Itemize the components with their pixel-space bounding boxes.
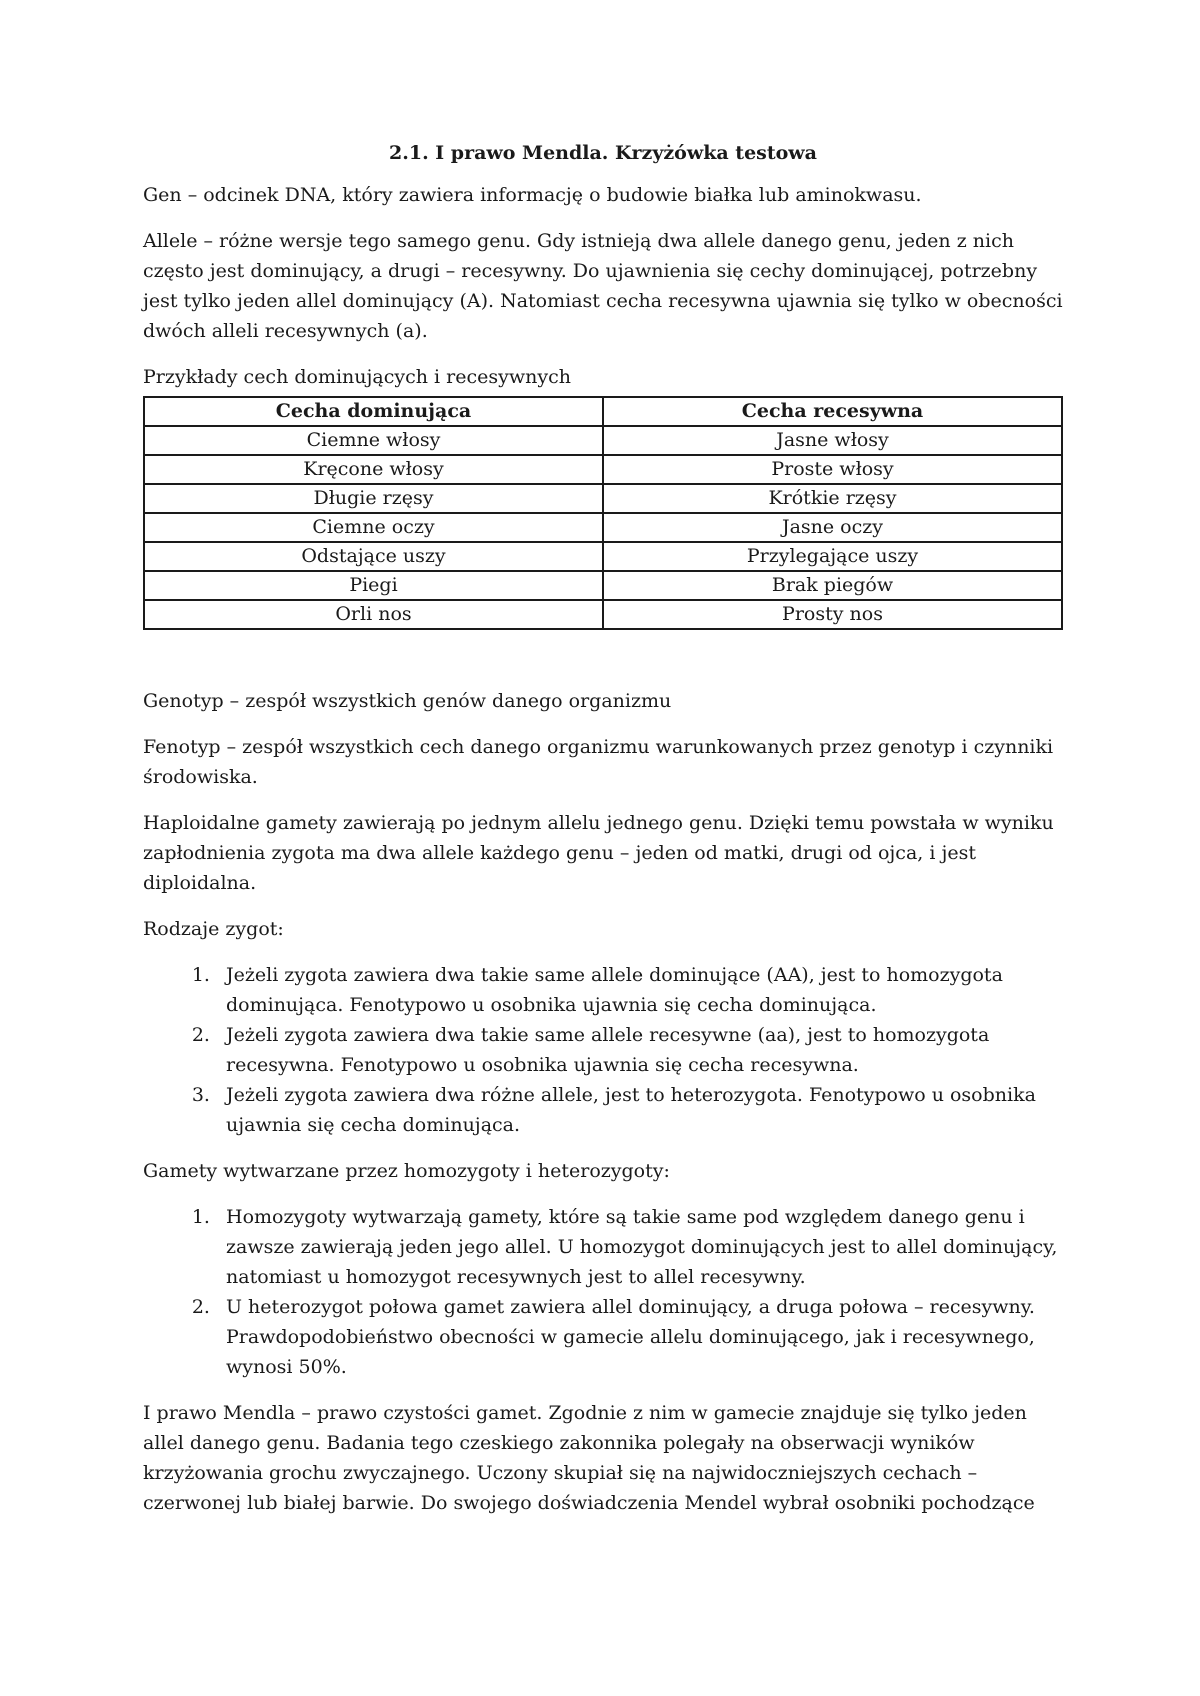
- table-row: [144, 426, 1062, 455]
- recessive-cell: Prosty nos: [603, 600, 1062, 629]
- paragraph-zygote-types-intro: Rodzaje zygot:: [143, 918, 284, 940]
- dominant-cell: Ciemne oczy: [144, 513, 603, 542]
- list-item: 2. Jeżeli zygota zawiera dwa takie same allele recesywne (aa), jest to homozygota recesywna. Fenotypowo u osobnika ujawnia się cecha recesywna.: [216, 1020, 1063, 1080]
- table-header-row: [144, 397, 1062, 426]
- list-item: 1. Homozygoty wytwarzają gamety, które są takie same pod względem danego genu i zawsze zawierają jeden jego allel. U homozygot dominujących jest to allel dominujący, natomiast u homozygot recesywnych jest to allel recesywny.: [216, 1202, 1063, 1292]
- paragraph-mendel-law: I prawo Mendla – prawo czystości gamet. Zgodnie z nim w gamecie znajduje się tylko jeden allel danego genu. Badania tego czeskiego zakonnika polegały na obserwacji wyników krzyżowania grochu zwyczajnego. Uczony skupiał się na najwidoczniejszych cechach – czerwonej lub białej barwie. Do swojego doświadczenia Mendel wybrał osobniki pochodzące: [143, 1402, 1035, 1514]
- recessive-cell: Krótkie rzęsy: [603, 484, 1062, 513]
- gametes-list: [143, 1202, 1063, 1382]
- list-item: 3. Jeżeli zygota zawiera dwa różne allele, jest to heterozygota. Fenotypowo u osobnika ujawnia się cecha dominująca.: [216, 1080, 1063, 1140]
- header-dominant: Cecha dominująca: [144, 397, 603, 426]
- dominant-cell: Odstające uszy: [144, 542, 603, 571]
- table-row: [144, 513, 1062, 542]
- paragraph-allele: Allele – różne wersje tego samego genu. Gdy istnieją dwa allele danego genu, jeden z nich często jest dominujący, a drugi – recesywny. Do ujawnienia się cechy dominującej, potrzebny jest tylko jeden allel dominujący (A). Natomiast cecha recesywna ujawnia się tylko w obecności dwóch alleli recesywnych (a).: [143, 230, 1063, 342]
- dominant-cell: Ciemne włosy: [144, 426, 603, 455]
- dominant-cell: Kręcone włosy: [144, 455, 603, 484]
- dominant-cell: Orli nos: [144, 600, 603, 629]
- traits-table: [143, 396, 1063, 630]
- table-row: [144, 542, 1062, 571]
- paragraph-gametes-intro: Gamety wytwarzane przez homozygoty i heterozygoty:: [143, 1160, 670, 1182]
- paragraph-examples-intro: Przykłady cech dominujących i recesywnych: [143, 366, 571, 388]
- paragraph-fenotyp: Fenotyp – zespół wszystkich cech danego organizmu warunkowanych przez genotyp i czynniki środowiska.: [143, 736, 1054, 788]
- paragraph-haploid: Haploidalne gamety zawierają po jednym allelu jednego genu. Dzięki temu powstała w wyniku zapłodnienia zygota ma dwa allele każdego genu – jeden od matki, drugi od ojca, i jest diploidalna.: [143, 812, 1054, 894]
- paragraph-gen: Gen – odcinek DNA, który zawiera informację o budowie białka lub aminokwasu.: [143, 184, 922, 206]
- recessive-cell: Jasne oczy: [603, 513, 1062, 542]
- table-row: [144, 571, 1062, 600]
- recessive-cell: Brak piegów: [603, 571, 1062, 600]
- table-row: [144, 484, 1062, 513]
- page-title: 2.1. I prawo Mendla. Krzyżówka testowa: [389, 142, 817, 164]
- zygote-types-list: [143, 960, 1063, 1140]
- header-recessive: Cecha recesywna: [603, 397, 1062, 426]
- list-item: 2. U heterozygot połowa gamet zawiera allel dominujący, a druga połowa – recesywny. Prawdopodobieństwo obecności w gamecie allelu dominującego, jak i recesywnego, wynosi 50%.: [216, 1292, 1063, 1382]
- dominant-cell: Piegi: [144, 571, 603, 600]
- recessive-cell: Przylegające uszy: [603, 542, 1062, 571]
- dominant-cell: Długie rzęsy: [144, 484, 603, 513]
- recessive-cell: Jasne włosy: [603, 426, 1062, 455]
- document-page: [143, 138, 1063, 1534]
- recessive-cell: Proste włosy: [603, 455, 1062, 484]
- table-row: [144, 455, 1062, 484]
- list-item: 1. Jeżeli zygota zawiera dwa takie same allele dominujące (AA), jest to homozygota dominująca. Fenotypowo u osobnika ujawnia się cecha dominująca.: [216, 960, 1063, 1020]
- paragraph-genotyp: Genotyp – zespół wszystkich genów danego organizmu: [143, 690, 672, 712]
- table-row: [144, 600, 1062, 629]
